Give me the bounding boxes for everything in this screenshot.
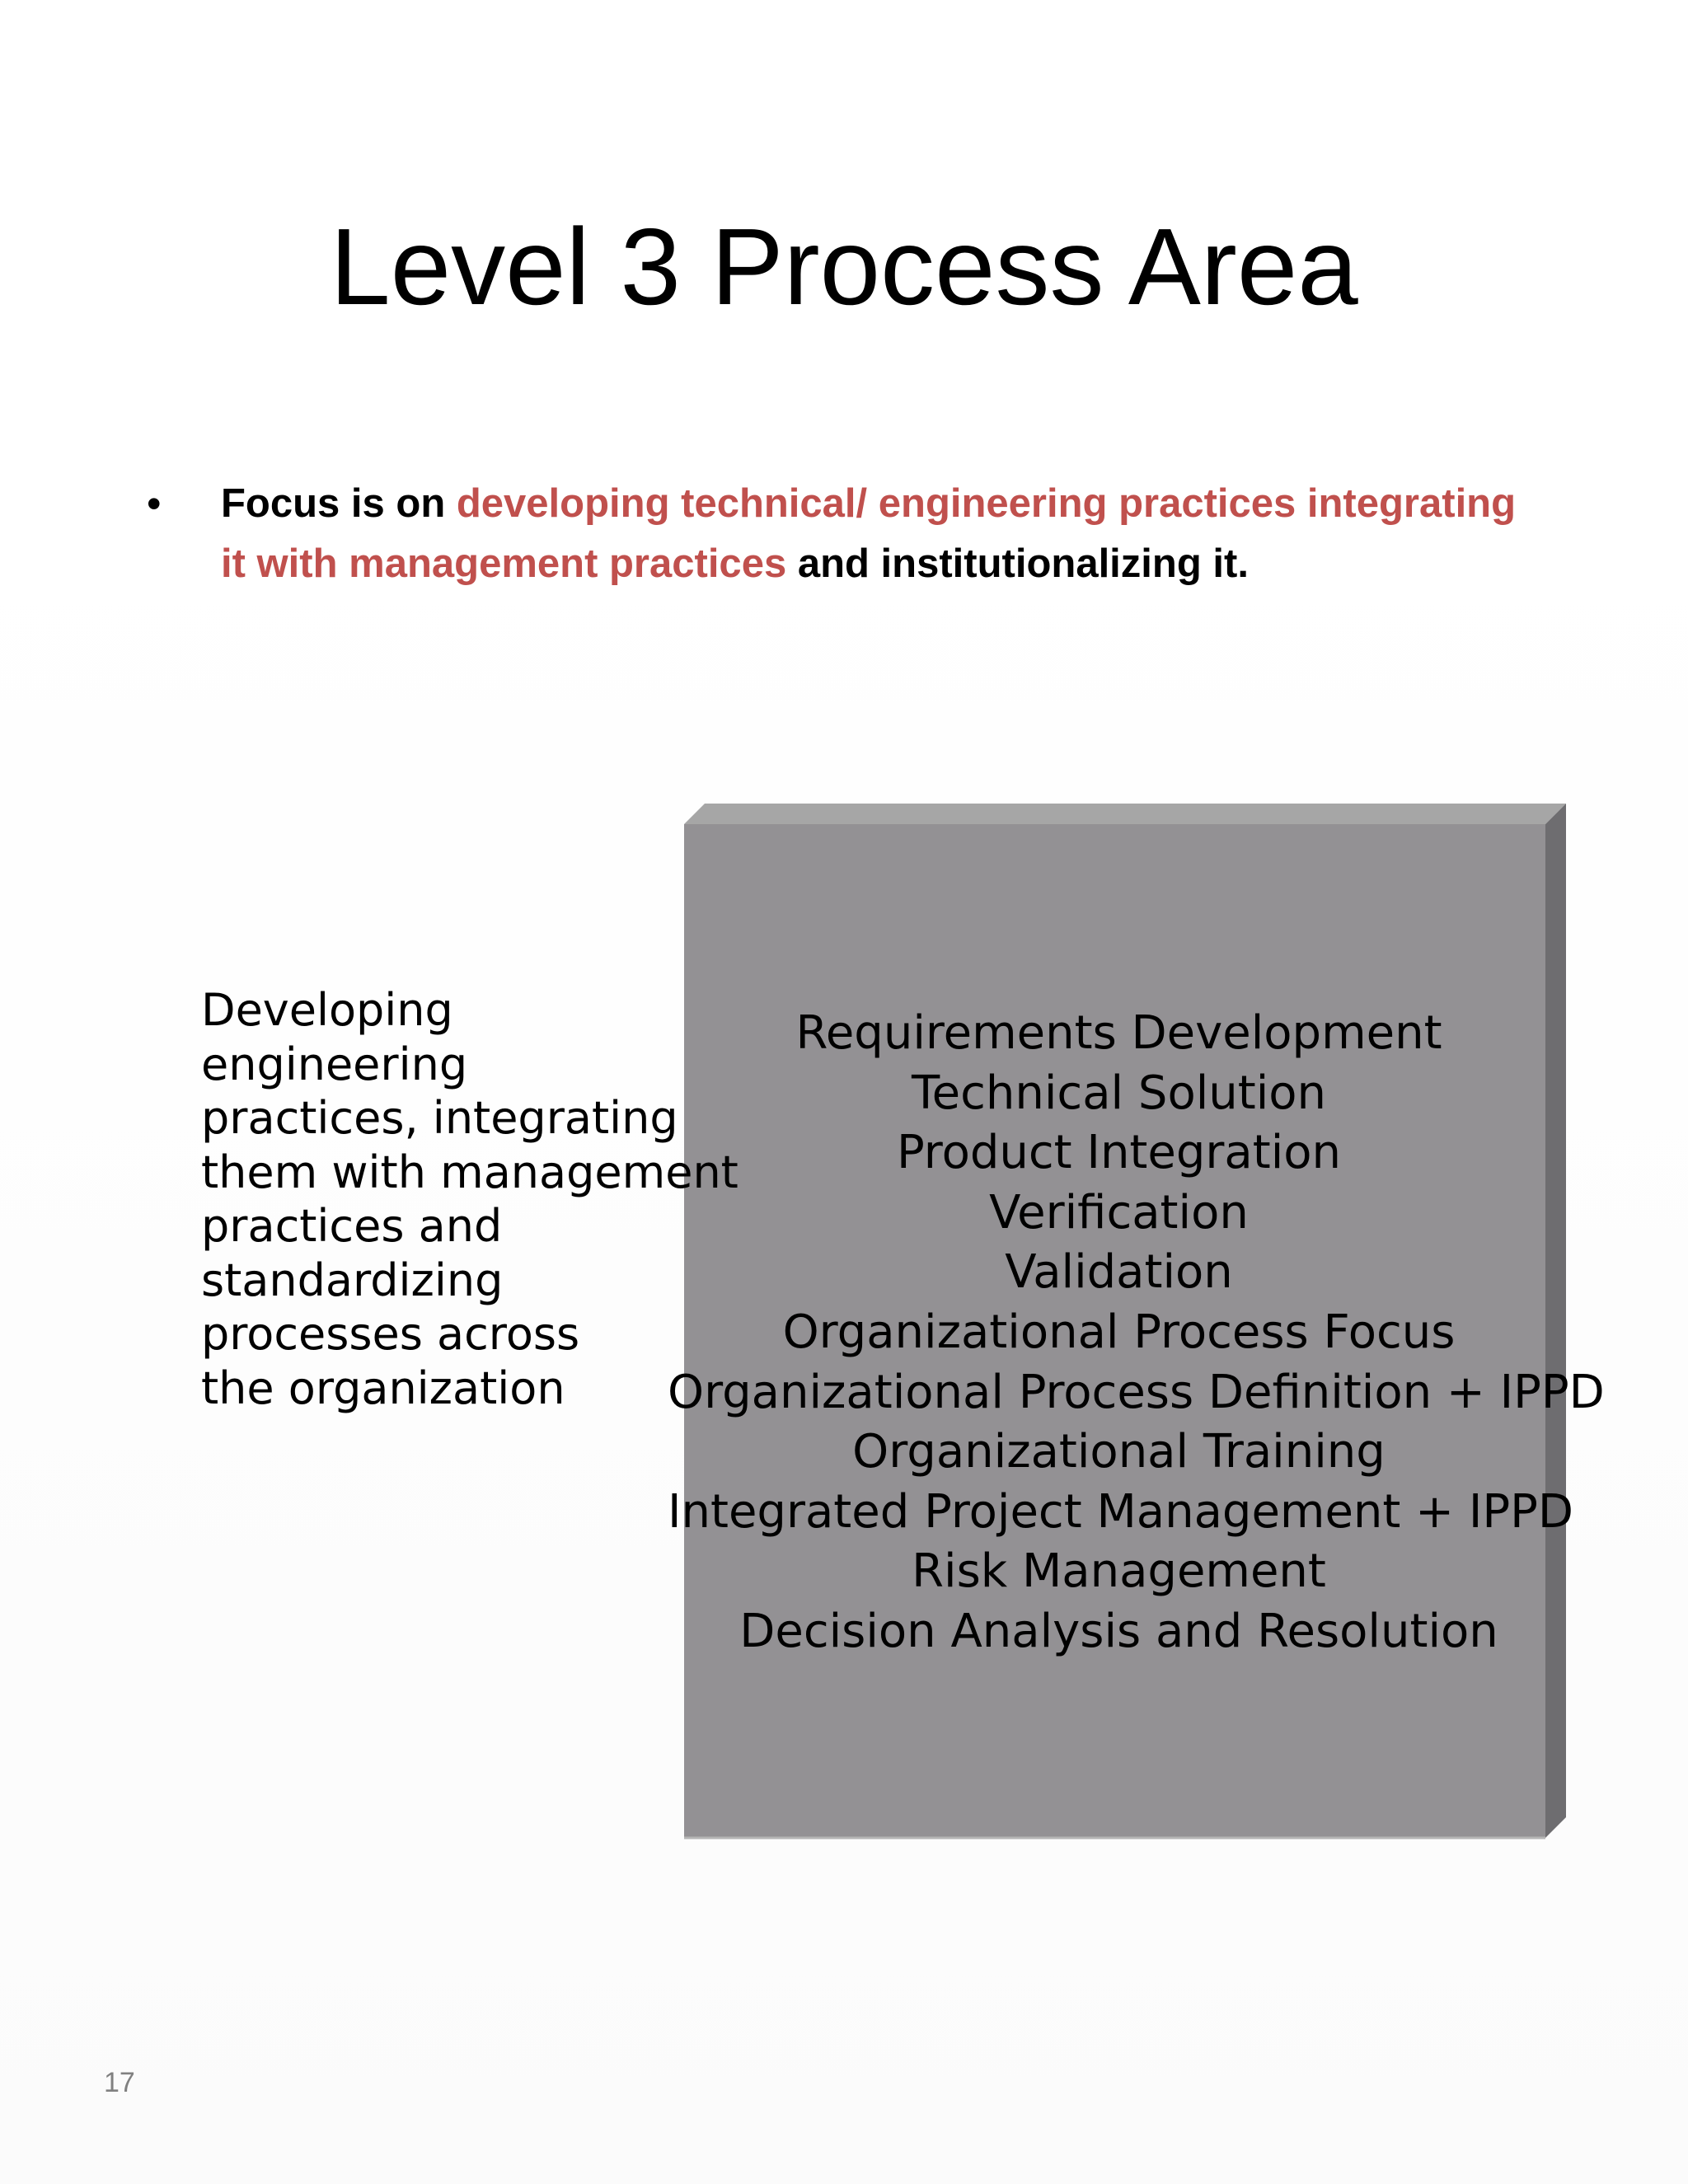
description-line: them with management xyxy=(201,1146,738,1198)
box-top-face xyxy=(684,804,1566,824)
process-area-list xyxy=(668,1004,1605,1662)
process-area-item: Organizational Training xyxy=(852,1425,1386,1479)
description-line: standardizing xyxy=(201,1254,504,1306)
bullet-text-ending: and institutionalizing it. xyxy=(786,541,1249,586)
process-area-item: Organizational Process Definition + IPPD xyxy=(668,1365,1605,1419)
process-area-item: Verification xyxy=(989,1185,1249,1240)
description-line: engineering xyxy=(201,1038,468,1090)
process-area-item: Product Integration xyxy=(897,1126,1341,1180)
slide-title: Level 3 Process Area xyxy=(330,206,1358,327)
process-area-item: Validation xyxy=(1005,1245,1233,1300)
process-area-item: Technical Solution xyxy=(911,1066,1327,1120)
description-line: practices, integrating xyxy=(201,1092,678,1144)
process-area-item: Integrated Project Management + IPPD xyxy=(668,1484,1574,1539)
process-area-item: Organizational Process Focus xyxy=(782,1305,1456,1359)
description-line: Developing xyxy=(201,984,453,1036)
bullet-text-intro: Focus is on xyxy=(221,481,457,526)
page-number: 17 xyxy=(104,2067,135,2098)
description-line: practices and xyxy=(201,1200,503,1252)
bullet-text-highlight: developing technical/ engineering practices integrating it with management practices xyxy=(221,481,1517,586)
bullet-marker: • xyxy=(147,480,162,527)
description-line: processes across xyxy=(201,1308,580,1360)
bullet-text xyxy=(221,474,1548,594)
process-area-item: Requirements Development xyxy=(795,1006,1442,1060)
process-area-item: Risk Management xyxy=(912,1544,1326,1599)
description-line: the organization xyxy=(201,1361,565,1414)
process-area-item: Decision Analysis and Resolution xyxy=(739,1604,1498,1658)
